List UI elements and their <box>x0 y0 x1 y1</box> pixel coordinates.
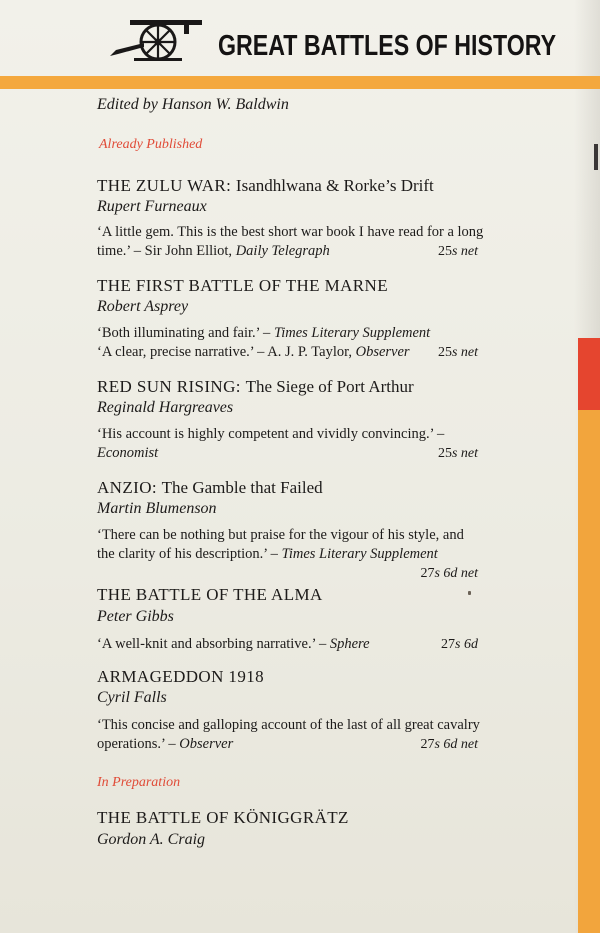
review-quote: ‘This concise and galloping account of the last of all great cavalry <box>97 717 480 733</box>
review-quote <box>97 344 410 361</box>
book-author: Robert Asprey <box>97 298 189 315</box>
series-title: GREAT BATTLES OF HISTORY <box>218 30 557 62</box>
price-amount: 25 <box>437 244 452 259</box>
book-price <box>438 244 478 260</box>
book-title-main: THE ZULU WAR: <box>97 176 232 195</box>
price-unit: s net <box>451 345 478 360</box>
book-author: Peter Gibbs <box>97 608 174 625</box>
book-title: ARMAGEDDON 1918 <box>97 667 265 686</box>
review-quote-text: operations.’ – <box>97 736 180 752</box>
book-subtitle: The Gamble that Failed <box>161 478 323 497</box>
review-quote-text: ‘A clear, precise narrative.’ – A. J. P. Taylor, <box>97 344 356 360</box>
book-title: THE FIRST BATTLE OF THE MARNE <box>97 276 389 295</box>
price-unit: s 6 <box>455 637 471 652</box>
book-subtitle: Isandhlwana & Rorke’s Drift <box>235 176 434 195</box>
review-quote <box>97 325 430 342</box>
book-title <box>97 478 323 498</box>
book-title-main: ANZIO: <box>97 478 157 497</box>
in-preparation-label: In Preparation <box>97 775 181 790</box>
book-title-main: RED SUN RISING: <box>97 377 241 396</box>
review-quote <box>97 243 330 260</box>
book-title: THE BATTLE OF KÖNIGGRÄTZ <box>97 808 349 827</box>
review-source: Sphere <box>329 636 370 652</box>
side-stripe-red <box>578 338 600 410</box>
review-quote: ‘A little gem. This is the best short war book I have read for a long <box>97 224 484 240</box>
review-source: Daily Telegraph <box>235 243 330 259</box>
price-amount: 27 <box>420 566 435 581</box>
book-author: Reginald Hargreaves <box>97 399 234 416</box>
price-unit: s 6 <box>434 566 451 581</box>
book-price <box>420 566 478 582</box>
review-quote-text: the clarity of his description.’ – <box>97 546 282 562</box>
review-quote-text: ‘Both illuminating and fair.’ – <box>97 325 274 341</box>
book-author: Gordon A. Craig <box>97 831 206 848</box>
price-unit: d net <box>450 737 478 752</box>
side-stripe-orange <box>578 410 600 933</box>
review-source: Observer <box>179 736 234 752</box>
review-quote-text: time.’ – Sir John Elliot, <box>97 243 236 259</box>
review-quote <box>97 736 233 753</box>
book-title <box>97 176 434 196</box>
review-quote <box>97 546 438 563</box>
review-quote <box>97 445 158 462</box>
book-price <box>438 345 478 361</box>
price-amount: 25 <box>437 446 452 461</box>
review-source: Times Literary Supplement <box>273 325 431 341</box>
price-unit: s net <box>451 244 478 259</box>
review-quote: ‘His account is highly competent and vividly convincing.’ – <box>97 426 445 442</box>
edge-mark <box>594 144 598 170</box>
book-author: Rupert Furneaux <box>97 198 207 215</box>
review-quote: ‘There can be nothing but praise for the vigour of his style, and <box>97 527 464 543</box>
already-published-label: Already Published <box>99 137 203 152</box>
book-price <box>420 737 478 753</box>
price-amount: 25 <box>437 345 452 360</box>
price-unit: s 6 <box>434 737 451 752</box>
review-source: Economist <box>97 445 159 461</box>
review-quote <box>97 636 370 653</box>
price-unit: d net <box>450 566 478 581</box>
book-price <box>438 446 478 462</box>
book-author: Cyril Falls <box>97 689 167 706</box>
speck-mark <box>468 591 471 595</box>
price-amount: 27 <box>441 637 456 652</box>
book-title <box>97 377 414 397</box>
review-quote-text: ‘A well-knit and absorbing narrative.’ – <box>97 636 330 652</box>
editor-credit: Edited by Hanson W. Baldwin <box>97 96 289 113</box>
price-unit: s net <box>451 446 478 461</box>
book-author: Martin Blumenson <box>97 500 217 517</box>
book-title: THE BATTLE OF THE ALMA <box>97 585 323 604</box>
price-amount: 27 <box>420 737 435 752</box>
book-subtitle: The Siege of Port Arthur <box>245 377 414 396</box>
price-unit: d <box>471 637 478 652</box>
review-source: Times Literary Supplement <box>281 546 438 562</box>
review-source: Observer <box>355 344 410 360</box>
book-price <box>441 637 478 653</box>
